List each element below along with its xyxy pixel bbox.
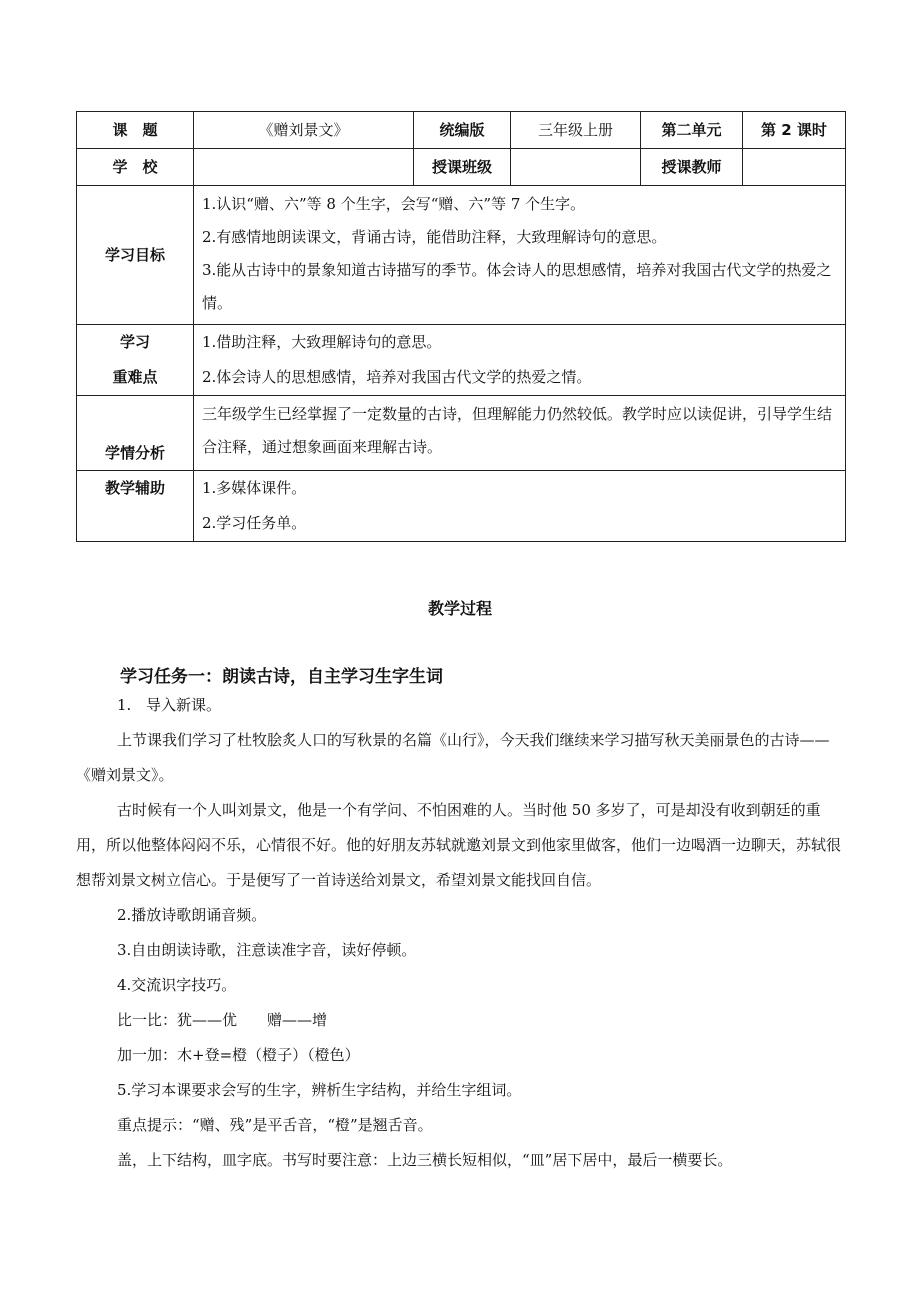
task1-heading: 学习任务一：朗读古诗，自主学习生字生词 (120, 667, 443, 687)
gai-line: 盖，上下结构，皿字底。书写时要注意：上边三横长短相似，“皿”居下居中，最后一横要长。 (117, 1151, 733, 1169)
goals-label: 学习目标 (77, 186, 194, 325)
lesson-body (76, 688, 845, 1178)
analysis-label: 学情分析 (77, 396, 194, 471)
class-label: 授课班级 (414, 149, 511, 186)
table-row (77, 325, 846, 396)
step-5: 5.学习本课要求会写的生字，辨析生字结构，并给生字组词。 (117, 1081, 522, 1099)
lesson-info-table (76, 111, 846, 542)
aid-item: 2.学习任务单。 (202, 514, 307, 532)
grade: 三年级上册 (511, 112, 641, 149)
step-1-number: 1. (117, 696, 132, 714)
goal-item: 2.有感情地朗读课文，背诵古诗，能借助注释，大致理解诗句的意思。 (202, 228, 667, 246)
table-row (77, 471, 846, 542)
class-value (511, 149, 641, 186)
keypoints-cell (194, 325, 846, 396)
table-row (77, 112, 846, 149)
unit: 第二单元 (641, 112, 743, 149)
keypoints-label (77, 325, 194, 396)
analysis-text: 三年级学生已经掌握了一定数量的古诗，但理解能力仍然较低。教学时应以读促讲，引导学生结合注释，通过想象画面来理解古诗。 (202, 405, 833, 456)
table-row (77, 396, 846, 471)
school-value (194, 149, 414, 186)
aids-cell (194, 471, 846, 542)
school-label: 学 校 (77, 149, 194, 186)
lesson-number: 第 2 课时 (743, 112, 846, 149)
course-label: 课 题 (77, 112, 194, 149)
keypoint-item: 1.借助注释，大致理解诗句的意思。 (202, 333, 442, 351)
analysis-cell (194, 396, 846, 471)
edition: 统编版 (414, 112, 511, 149)
keypoints-label-line-1: 学习 (119, 333, 150, 351)
add-line: 加一加：木+登=橙（橙子）（橙色） (117, 1046, 360, 1064)
goal-item: 3.能从古诗中的景象知道古诗描写的季节。体会诗人的思想感情，培养对我国古代文学的热爱之情。 (202, 261, 832, 312)
step-1 (76, 688, 845, 723)
paragraph-intro: 上节课我们学习了杜牧脍炙人口的写秋景的名篇《山行》，今天我们继续来学习描写秋天美丽景色的古诗——《赠刘景文》。 (76, 731, 830, 784)
compare-line: 比一比：犹——优 赠——增 (117, 1011, 328, 1029)
step-4: 4.交流识字技巧。 (117, 976, 237, 994)
keypoints-label-line-2: 重难点 (112, 368, 158, 386)
goal-item: 1.认识“赠、六”等 8 个生字，会写“赠、六”等 7 个生字。 (202, 195, 586, 213)
paragraph-background: 古时候有一个人叫刘景文，他是一个有学问、不怕困难的人。当时他 50 多岁了，可是却没有收到朝廷的重用，所以他整体闷闷不乐，心情很不好。他的好朋友苏轼就邀刘景文到他家里做客，他们一边喝酒一边聊天，苏轼很想帮刘景文树立信心。于是便写了一首诗送给刘景文，希望刘景文能找回自信。 (76, 801, 842, 889)
aids-label: 教学辅助 (77, 471, 194, 542)
table-row (77, 149, 846, 186)
tip-line: 重点提示：“赠、残”是平舌音，“橙”是翘舌音。 (117, 1116, 433, 1134)
step-1-text: 导入新课。 (146, 696, 222, 714)
teacher-value (743, 149, 846, 186)
goals-cell (194, 186, 846, 325)
aid-item: 1.多媒体课件。 (202, 479, 307, 497)
step-3: 3.自由朗读诗歌，注意读准字音，读好停顿。 (117, 941, 417, 959)
course-title: 《赠刘景文》 (194, 112, 414, 149)
step-2: 2.播放诗歌朗诵音频。 (117, 906, 267, 924)
teacher-label: 授课教师 (641, 149, 743, 186)
keypoint-item: 2.体会诗人的思想感情，培养对我国古代文学的热爱之情。 (202, 368, 592, 386)
table-row (77, 186, 846, 325)
process-heading: 教学过程 (427, 599, 492, 618)
